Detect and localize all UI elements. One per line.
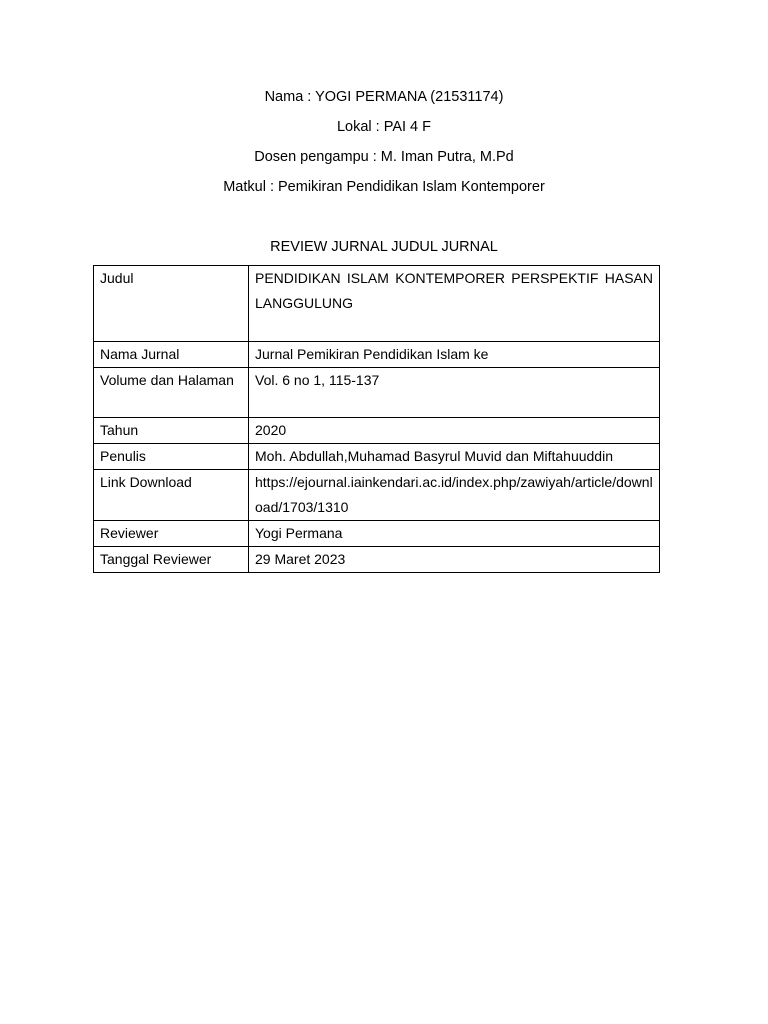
table-row-link <box>94 470 660 521</box>
tahun-value: 2020 <box>249 418 660 444</box>
volume-value: Vol. 6 no 1, 115-137 <box>249 368 660 418</box>
penulis-value: Moh. Abdullah,Muhamad Basyrul Muvid dan Miftahuuddin <box>249 444 660 470</box>
table-row-reviewer <box>94 521 660 547</box>
student-name-line: Nama : YOGI PERMANA (21531174) <box>264 89 504 105</box>
course-line: Matkul : Pemikiran Pendidikan Islam Kontemporer <box>223 179 545 195</box>
table-row-tahun <box>94 418 660 444</box>
reviewer-label: Reviewer <box>94 521 249 547</box>
table-row-penulis <box>94 444 660 470</box>
judul-value: PENDIDIKAN ISLAM KONTEMPORER PERSPEKTIF HASAN LANGGULUNG <box>249 266 660 342</box>
download-link[interactable]: https://ejournal.iainkendari.ac.id/index.php/zawiyah/article/download/1703/1310 <box>249 470 660 521</box>
document-title: REVIEW JURNAL JUDUL JURNAL <box>270 239 498 255</box>
penulis-label: Penulis <box>94 444 249 470</box>
table-row-nama-jurnal <box>94 342 660 368</box>
lecturer-line: Dosen pengampu : M. Iman Putra, M.Pd <box>254 149 514 165</box>
table-row-judul <box>94 266 660 342</box>
nama-jurnal-label: Nama Jurnal <box>94 342 249 368</box>
tahun-label: Tahun <box>94 418 249 444</box>
volume-label: Volume dan Halaman <box>94 368 249 418</box>
review-table <box>93 265 660 573</box>
nama-jurnal-value: Jurnal Pemikiran Pendidikan Islam ke <box>249 342 660 368</box>
table-row-tanggal <box>94 547 660 573</box>
tanggal-label: Tanggal Reviewer <box>94 547 249 573</box>
reviewer-value: Yogi Permana <box>249 521 660 547</box>
tanggal-value: 29 Maret 2023 <box>249 547 660 573</box>
table-row-volume <box>94 368 660 418</box>
link-label: Link Download <box>94 470 249 521</box>
class-line: Lokal : PAI 4 F <box>336 119 432 135</box>
judul-label: Judul <box>94 266 249 342</box>
